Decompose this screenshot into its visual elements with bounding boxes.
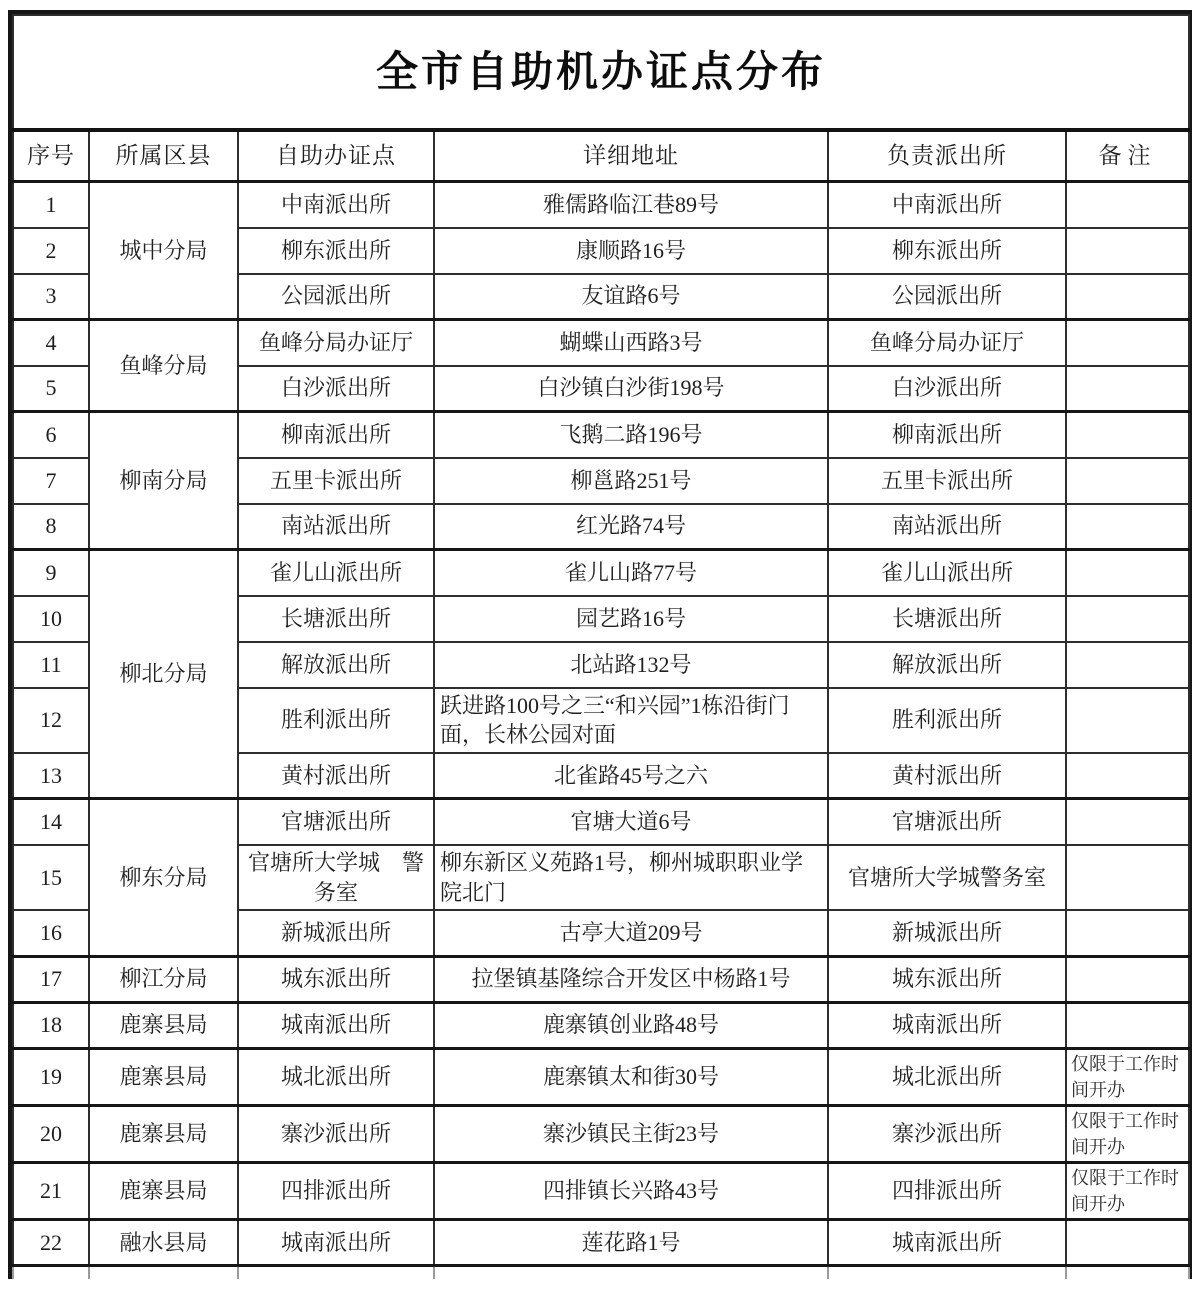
partial-row-cell bbox=[828, 1266, 1066, 1279]
district-cell: 鹿寨县局 bbox=[89, 1105, 238, 1162]
address-cell: 鹿寨镇创业路48号 bbox=[434, 1002, 828, 1048]
district-cell: 柳东分局 bbox=[89, 799, 238, 956]
station-cell: 公园派出所 bbox=[828, 274, 1066, 320]
seq-cell: 9 bbox=[13, 550, 89, 596]
seq-cell: 22 bbox=[13, 1220, 89, 1266]
station-cell: 官塘派出所 bbox=[828, 799, 1066, 845]
point-cell: 城南派出所 bbox=[238, 1002, 434, 1048]
page-title: 全市自助机办证点分布 bbox=[13, 15, 1189, 130]
col-header-point: 自助办证点 bbox=[238, 130, 434, 182]
point-cell: 雀儿山派出所 bbox=[238, 550, 434, 596]
district-cell: 鹿寨县局 bbox=[89, 1048, 238, 1105]
station-cell: 五里卡派出所 bbox=[828, 458, 1066, 504]
table-row bbox=[13, 956, 1189, 1002]
remark-cell bbox=[1066, 1220, 1189, 1266]
remark-cell bbox=[1066, 956, 1189, 1002]
remark-cell bbox=[1066, 458, 1189, 504]
seq-cell: 7 bbox=[13, 458, 89, 504]
address-cell: 蝴蝶山西路3号 bbox=[434, 320, 828, 366]
station-cell: 白沙派出所 bbox=[828, 366, 1066, 412]
station-cell: 四排派出所 bbox=[828, 1163, 1066, 1220]
partial-row-cell bbox=[13, 1266, 89, 1279]
point-cell: 寨沙派出所 bbox=[238, 1105, 434, 1162]
table-row bbox=[13, 1002, 1189, 1048]
remark-cell bbox=[1066, 550, 1189, 596]
seq-cell: 2 bbox=[13, 228, 89, 274]
address-cell: 雅儒路临江巷89号 bbox=[434, 182, 828, 228]
seq-cell: 14 bbox=[13, 799, 89, 845]
partial-row-cell bbox=[238, 1266, 434, 1279]
station-cell: 鱼峰分局办证厅 bbox=[828, 320, 1066, 366]
seq-cell: 11 bbox=[13, 642, 89, 688]
remark-cell: 仅限于工作时间开办 bbox=[1066, 1105, 1189, 1162]
seq-cell: 4 bbox=[13, 320, 89, 366]
station-cell: 官塘所大学城警务室 bbox=[828, 845, 1066, 910]
seq-cell: 15 bbox=[13, 845, 89, 910]
table-row bbox=[13, 1163, 1189, 1220]
address-cell: 康顺路16号 bbox=[434, 228, 828, 274]
remark-cell bbox=[1066, 845, 1189, 910]
station-cell: 长塘派出所 bbox=[828, 596, 1066, 642]
col-header-station: 负责派出所 bbox=[828, 130, 1066, 182]
remark-cell bbox=[1066, 412, 1189, 458]
station-cell: 柳南派出所 bbox=[828, 412, 1066, 458]
point-cell: 长塘派出所 bbox=[238, 596, 434, 642]
station-cell: 新城派出所 bbox=[828, 910, 1066, 956]
station-cell: 柳东派出所 bbox=[828, 228, 1066, 274]
seq-cell: 17 bbox=[13, 956, 89, 1002]
point-cell: 鱼峰分局办证厅 bbox=[238, 320, 434, 366]
seq-cell: 19 bbox=[13, 1048, 89, 1105]
station-cell: 南站派出所 bbox=[828, 504, 1066, 550]
remark-cell bbox=[1066, 799, 1189, 845]
address-cell: 友谊路6号 bbox=[434, 274, 828, 320]
district-cell: 鹿寨县局 bbox=[89, 1002, 238, 1048]
seq-cell: 3 bbox=[13, 274, 89, 320]
district-cell: 融水县局 bbox=[89, 1220, 238, 1266]
point-cell: 四排派出所 bbox=[238, 1163, 434, 1220]
table-row bbox=[13, 320, 1189, 366]
table-body bbox=[13, 182, 1189, 1266]
remark-cell bbox=[1066, 274, 1189, 320]
point-cell: 解放派出所 bbox=[238, 642, 434, 688]
document-sheet bbox=[8, 10, 1192, 1279]
point-cell: 柳南派出所 bbox=[238, 412, 434, 458]
address-cell: 柳东新区义苑路1号，柳州城职职业学院北门 bbox=[434, 845, 828, 910]
station-cell: 解放派出所 bbox=[828, 642, 1066, 688]
address-cell: 北站路132号 bbox=[434, 642, 828, 688]
remark-cell bbox=[1066, 642, 1189, 688]
address-cell: 寨沙镇民主街23号 bbox=[434, 1105, 828, 1162]
remark-cell bbox=[1066, 596, 1189, 642]
point-cell: 中南派出所 bbox=[238, 182, 434, 228]
station-cell: 城南派出所 bbox=[828, 1002, 1066, 1048]
station-cell: 雀儿山派出所 bbox=[828, 550, 1066, 596]
point-cell: 城东派出所 bbox=[238, 956, 434, 1002]
table-row bbox=[13, 550, 1189, 596]
address-cell: 莲花路1号 bbox=[434, 1220, 828, 1266]
address-cell: 雀儿山路77号 bbox=[434, 550, 828, 596]
address-cell: 古亭大道209号 bbox=[434, 910, 828, 956]
station-cell: 寨沙派出所 bbox=[828, 1105, 1066, 1162]
station-cell: 城东派出所 bbox=[828, 956, 1066, 1002]
seq-cell: 18 bbox=[13, 1002, 89, 1048]
seq-cell: 20 bbox=[13, 1105, 89, 1162]
table-row bbox=[13, 1048, 1189, 1105]
seq-cell: 1 bbox=[13, 182, 89, 228]
point-cell: 南站派出所 bbox=[238, 504, 434, 550]
seq-cell: 21 bbox=[13, 1163, 89, 1220]
point-cell: 新城派出所 bbox=[238, 910, 434, 956]
col-header-district: 所属区县 bbox=[89, 130, 238, 182]
partial-row-cell bbox=[1066, 1266, 1189, 1279]
station-cell: 城南派出所 bbox=[828, 1220, 1066, 1266]
address-cell: 拉堡镇基隆综合开发区中杨路1号 bbox=[434, 956, 828, 1002]
address-cell: 园艺路16号 bbox=[434, 596, 828, 642]
seq-cell: 8 bbox=[13, 504, 89, 550]
point-cell: 黄村派出所 bbox=[238, 753, 434, 799]
address-cell: 柳邕路251号 bbox=[434, 458, 828, 504]
point-cell: 柳东派出所 bbox=[238, 228, 434, 274]
remark-cell: 仅限于工作时间开办 bbox=[1066, 1163, 1189, 1220]
point-cell: 官塘所大学城 警务室 bbox=[238, 845, 434, 910]
seq-cell: 6 bbox=[13, 412, 89, 458]
table-row bbox=[13, 412, 1189, 458]
district-cell: 柳南分局 bbox=[89, 412, 238, 550]
col-header-address: 详细地址 bbox=[434, 130, 828, 182]
address-cell: 四排镇长兴路43号 bbox=[434, 1163, 828, 1220]
table-row bbox=[13, 182, 1189, 228]
station-cell: 黄村派出所 bbox=[828, 753, 1066, 799]
table-row bbox=[13, 1220, 1189, 1266]
address-cell: 红光路74号 bbox=[434, 504, 828, 550]
remark-cell bbox=[1066, 688, 1189, 753]
district-cell: 柳江分局 bbox=[89, 956, 238, 1002]
remark-cell bbox=[1066, 228, 1189, 274]
col-header-remark: 备注 bbox=[1066, 130, 1189, 182]
col-header-seq: 序号 bbox=[13, 130, 89, 182]
table-row bbox=[13, 1105, 1189, 1162]
seq-cell: 12 bbox=[13, 688, 89, 753]
district-cell: 鹿寨县局 bbox=[89, 1163, 238, 1220]
address-cell: 白沙镇白沙街198号 bbox=[434, 366, 828, 412]
remark-cell bbox=[1066, 910, 1189, 956]
remark-cell bbox=[1066, 1002, 1189, 1048]
address-cell: 北雀路45号之六 bbox=[434, 753, 828, 799]
remark-cell bbox=[1066, 320, 1189, 366]
point-cell: 公园派出所 bbox=[238, 274, 434, 320]
partial-cutoff-row bbox=[13, 1266, 1189, 1279]
seq-cell: 16 bbox=[13, 910, 89, 956]
remark-cell: 仅限于工作时间开办 bbox=[1066, 1048, 1189, 1105]
address-cell: 官塘大道6号 bbox=[434, 799, 828, 845]
station-cell: 城北派出所 bbox=[828, 1048, 1066, 1105]
point-cell: 城北派出所 bbox=[238, 1048, 434, 1105]
partial-row-cell bbox=[434, 1266, 828, 1279]
table-row bbox=[13, 799, 1189, 845]
point-cell: 官塘派出所 bbox=[238, 799, 434, 845]
district-cell: 柳北分局 bbox=[89, 550, 238, 799]
address-cell: 跃进路100号之三“和兴园”1栋沿街门面，长林公园对面 bbox=[434, 688, 828, 753]
seq-cell: 13 bbox=[13, 753, 89, 799]
cert-points-table bbox=[12, 14, 1190, 1279]
station-cell: 胜利派出所 bbox=[828, 688, 1066, 753]
point-cell: 胜利派出所 bbox=[238, 688, 434, 753]
station-cell: 中南派出所 bbox=[828, 182, 1066, 228]
remark-cell bbox=[1066, 753, 1189, 799]
remark-cell bbox=[1066, 182, 1189, 228]
seq-cell: 5 bbox=[13, 366, 89, 412]
point-cell: 五里卡派出所 bbox=[238, 458, 434, 504]
point-cell: 白沙派出所 bbox=[238, 366, 434, 412]
title-row bbox=[13, 15, 1189, 130]
district-cell: 鱼峰分局 bbox=[89, 320, 238, 412]
address-cell: 鹿寨镇太和街30号 bbox=[434, 1048, 828, 1105]
header-row bbox=[13, 130, 1189, 182]
district-cell: 城中分局 bbox=[89, 182, 238, 320]
remark-cell bbox=[1066, 366, 1189, 412]
remark-cell bbox=[1066, 504, 1189, 550]
partial-row-cell bbox=[89, 1266, 238, 1279]
point-cell: 城南派出所 bbox=[238, 1220, 434, 1266]
seq-cell: 10 bbox=[13, 596, 89, 642]
address-cell: 飞鹅二路196号 bbox=[434, 412, 828, 458]
